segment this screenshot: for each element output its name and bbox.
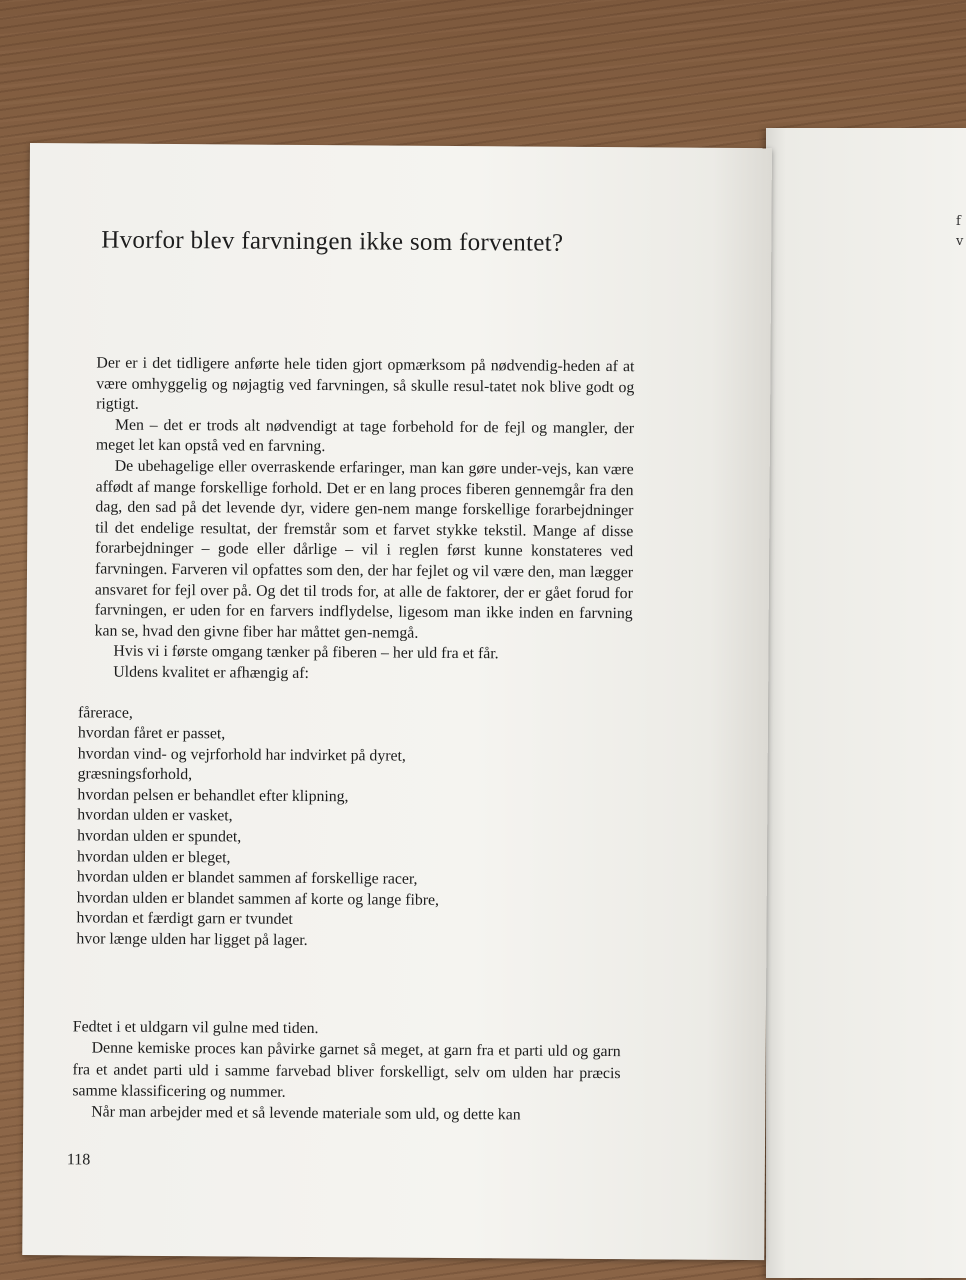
list-item: hvordan ulden er bleget, [76, 848, 231, 867]
list-item: fårerace, [77, 703, 133, 722]
paragraph: Fedtet i et uldgarn vil gulne med tiden. [72, 1018, 319, 1038]
body-text-top [76, 353, 635, 953]
paragraph: Men – det er trods alt nødvendigt at tage forbehold for de fejl og mangler, der meget let kan opstå ved en farvning. [95, 416, 635, 456]
list-item: hvordan ulden er blandet sammen af korte og lange fibre, [76, 889, 440, 909]
list-item: græsningsforhold, [77, 765, 193, 784]
list-item: hvordan ulden er spundet, [77, 827, 242, 846]
list-item: hvordan et færdigt garn er tvundet [76, 909, 293, 929]
list-item: hvordan vind- og vejrforhold har indvirket på dyret, [77, 745, 406, 765]
paragraph: Denne kemiske proces kan påvirke garnet så meget, at garn fra et parti uld og garn fra et andet parti uld i samme farvebad bliver forskelligt, selv om ulden har præcis samme klassificering og nummer. [72, 1039, 621, 1101]
list-item: hvordan ulden er blandet sammen af forskellige racer, [76, 868, 418, 888]
chapter-title: Hvorfor blev farvningen ikke som forventet? [101, 226, 564, 257]
list-item: hvordan pelsen er behandlet efter klipning, [77, 786, 349, 806]
right-page-edge-char: f [956, 214, 961, 229]
paragraph: De ubehagelige eller overraskende erfaringer, man kan gøre under-vejs, kan være affødt af mange forskellige forhold. Det er en lang proces fiberen gennemgår fra den dag, den sad på det levende dyr, videre gen-nem mange forskellige forarbejdninger til det endelige resultat, der fremstår som et farvet stykke tekstil. Mange af disse forarbejdninger – gode eller dårlige – vil i reglen først kunne konstateres ved farvningen. Farveren vil opfattes som den, der har fejlet og vil være den, man lægger ansvaret for fejl over på. Og det til trods for, at alle de faktorer, der er gået forud for farvningen, er uden for en farvers indflydelse, ligesom man ikke inden en farvning kan se, hvad den givne fiber har måttet gen-nemgå. [94, 457, 634, 642]
list-item: hvor længe ulden har ligget på lager. [76, 930, 308, 949]
paragraph: Når man arbejder med et så levende materiale som uld, og dette kan [91, 1103, 521, 1124]
left-page [22, 143, 772, 1260]
right-page [766, 128, 966, 1278]
paragraph: Hvis vi i første omgang tænker på fiberen – her uld fra et får. [113, 642, 499, 663]
quality-factors-list [76, 703, 632, 954]
list-item: hvordan fåret er passet, [77, 724, 226, 743]
right-page-edge-char: v [956, 234, 964, 249]
list-item: hvordan ulden er vasket, [77, 806, 233, 825]
body-text-bottom [72, 1016, 621, 1126]
page-number: 118 [66, 1151, 91, 1169]
paragraph: Uldens kvalitet er afhængig af: [113, 663, 310, 682]
paragraph: Der er i det tidligere anførte hele tiden gjort opmærksom på nødvendig-heden af at være omhyggelig og nøjagtig ved farvningen, så skulle resul-tatet nok blive godt og rigtigt. [96, 354, 635, 413]
